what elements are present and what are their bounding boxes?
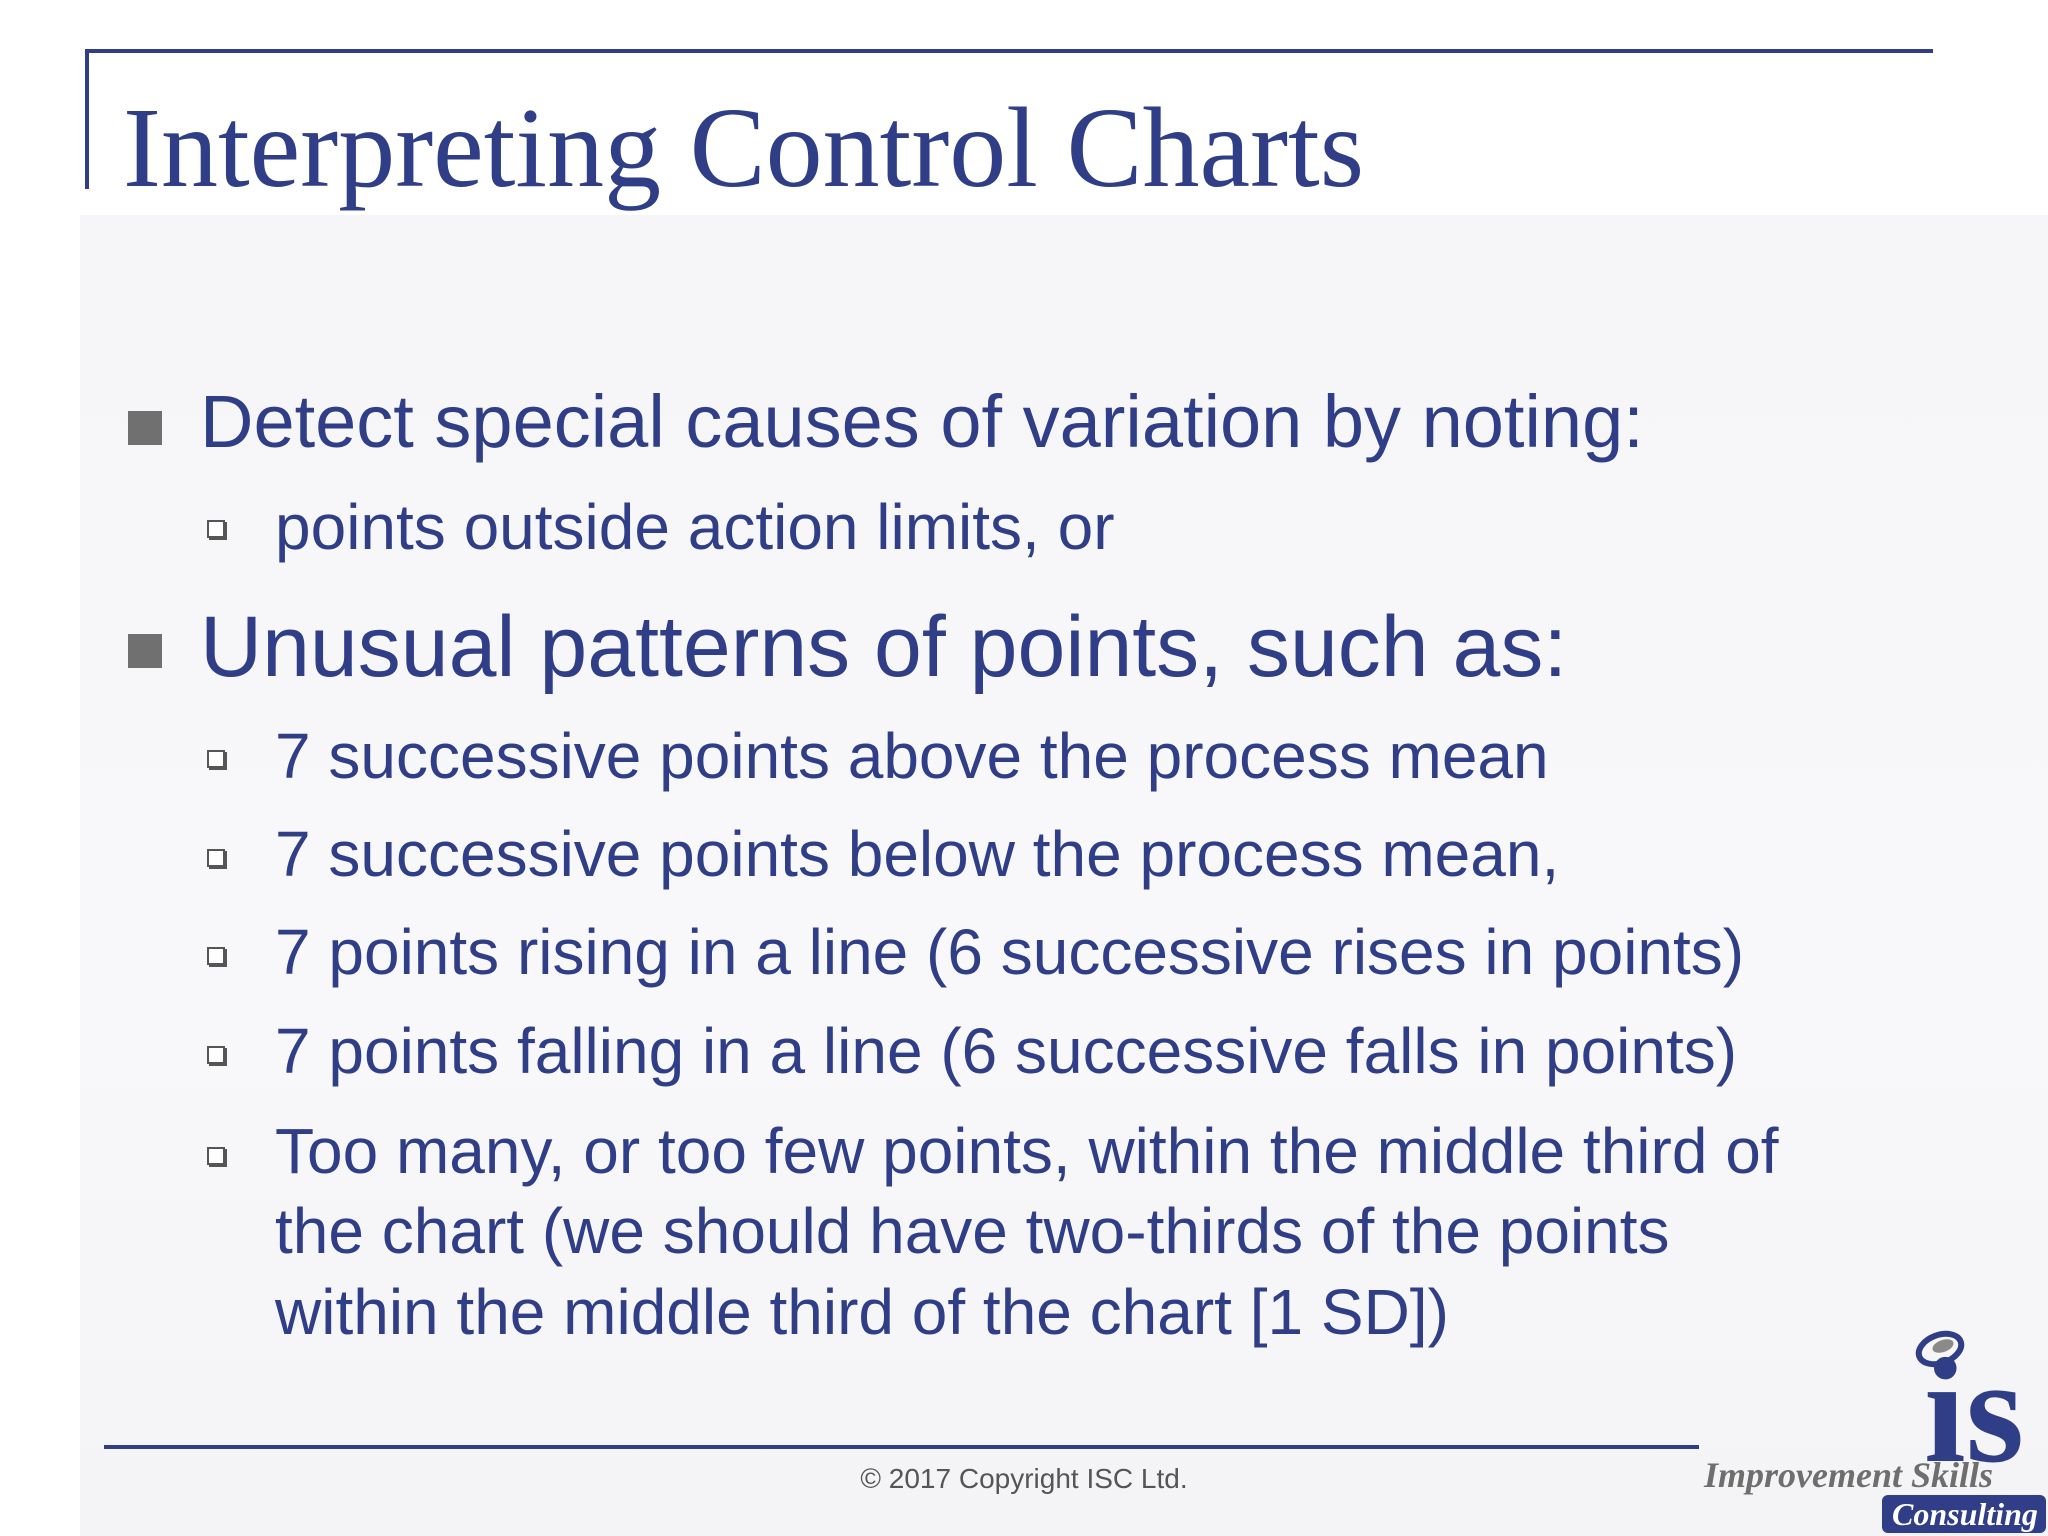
footer-rule — [104, 1445, 1699, 1449]
sub-bullet-below-mean: 7 successive points below the process mean, — [275, 818, 1560, 890]
sub-bullet-outside-action-limits: points outside action limits, or — [275, 491, 1115, 563]
checkbox-bullet-icon — [207, 520, 225, 538]
checkbox-bullet-icon — [207, 947, 225, 965]
slide-title: Interpreting Control Charts — [123, 84, 1365, 211]
logo-letters: is — [1924, 1328, 2025, 1494]
square-bullet-icon — [128, 634, 162, 668]
bullet-unusual-patterns: Unusual patterns of points, such as: — [200, 599, 1568, 695]
checkbox-bullet-icon — [207, 1147, 225, 1165]
checkbox-bullet-icon — [207, 1046, 225, 1064]
sub-bullet-rising-line: 7 points rising in a line (6 successive rises in points) — [275, 916, 1745, 988]
footer-copyright: © 2017 Copyright ISC Ltd. — [860, 1463, 1188, 1494]
logo-line2: Consulting — [1892, 1496, 2038, 1532]
checkbox-bullet-icon — [207, 849, 225, 867]
logo-line1: Improvement Skills — [1704, 1455, 1994, 1495]
bullet-detect-special-causes: Detect special causes of variation by noting: — [200, 380, 1644, 463]
sub-bullet-falling-line: 7 points falling in a line (6 successive falls in points) — [275, 1015, 1738, 1087]
sub-bullet-middle-third-line2: the chart (we should have two-thirds of the points — [275, 1195, 1670, 1267]
sub-bullet-middle-third-line1: Too many, or too few points, within the middle third of — [275, 1115, 1779, 1187]
sub-bullet-middle-third-line3: within the middle third of the chart [1 SD]) — [275, 1276, 1449, 1348]
sub-bullet-above-mean: 7 successive points above the process mean — [275, 720, 1549, 792]
isc-logo — [1690, 1315, 2048, 1536]
square-bullet-icon — [128, 411, 162, 445]
checkbox-bullet-icon — [207, 750, 225, 768]
